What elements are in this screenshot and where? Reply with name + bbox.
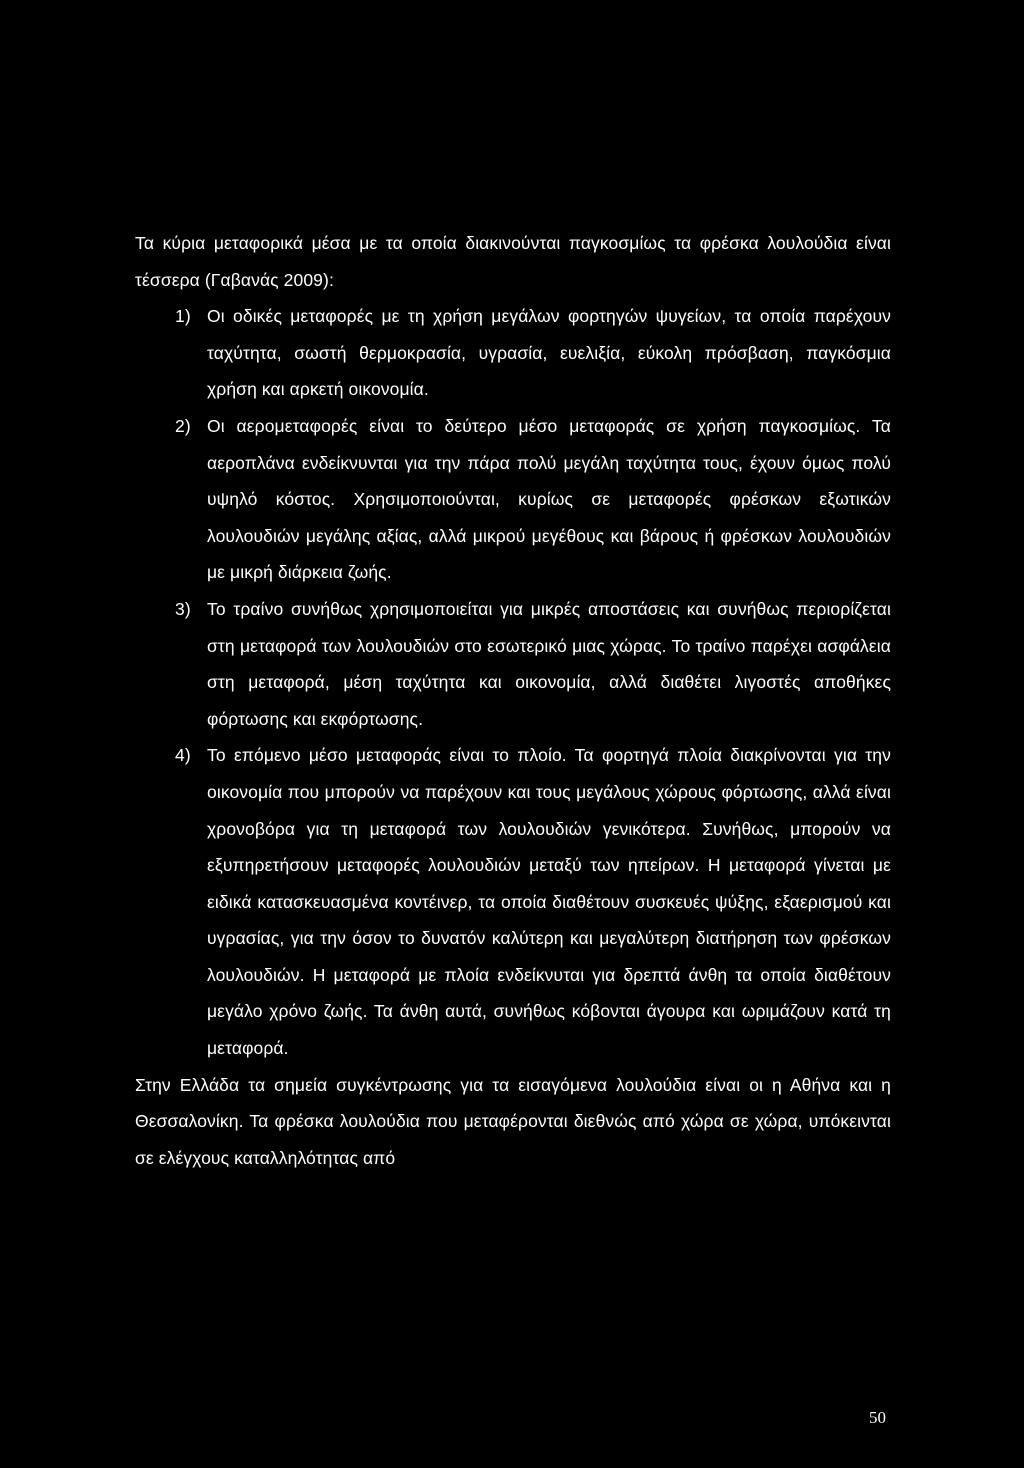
body-text [135, 225, 891, 1176]
intro-paragraph: Τα κύρια μεταφορικά μέσα με τα οποία διακινούνται παγκοσμίως τα φρέσκα λουλούδια είναι τέσσερα (Γαβανάς 2009): [135, 233, 891, 290]
list-item-text: Το επόμενο μέσο μεταφοράς είναι το πλοίο. Τα φορτηγά πλοία διακρίνονται για την οικονομία που μπορούν να παρέχουν και τους μεγάλους χώρους φόρτωσης, αλλά είναι χρονοβόρα για τη μεταφορά των λουλουδιών γενικότερα. Συνήθως, μπορούν να εξυπηρετήσουν μεταφορές λουλουδιών μεταξύ των ηπείρων. Η μεταφορά γίνεται με ειδικά κατασκευασμένα κοντέινερ, τα οποία διαθέτουν συσκευές ψύξης, εξαερισμού και υγρασίας, για την όσον το δυνατόν καλύτερη και μεγαλύτερη διατήρηση των φρέσκων λουλουδιών. Η μεταφορά με πλοία ενδείκνυται για δρεπτά άνθη τα οποία διαθέτουν μεγάλο χρόνο ζωής. Τα άνθη αυτά, συνήθως κόβονται άγουρα και ωριμάζουν κατά τη μεταφορά. [207, 745, 891, 1059]
list-item [135, 298, 891, 408]
list-item-number: 1) [175, 306, 191, 327]
list-item-number: 3) [175, 598, 191, 619]
list-item-text: Οι αερομεταφορές είναι το δεύτερο μέσο μεταφοράς σε χρήση παγκοσμίως. Τα αεροπλάνα ενδείκνυνται για την πάρα πολύ μεγάλη ταχύτητα τους, έχουν όμως πολύ υψηλό κόστος. Χρησιμοποιούνται, κυρίως σε μεταφορές φρέσκων εξωτικών λουλουδιών μεγάλης αξίας, αλλά μικρού μεγέθους και βάρους ή φρέσκων λουλουδιών με μικρή διάρκεια ζωής. [207, 415, 891, 583]
list-item [135, 591, 891, 737]
closing-paragraph: Στην Ελλάδα τα σημεία συγκέντρωσης για τα εισαγόμενα λουλούδια είναι οι η Αθήνα και η Θεσσαλονίκη. Τα φρέσκα λουλούδια που μεταφέρονται διεθνώς από χώρα σε χώρα, υπόκεινται σε ελέγχους καταλληλότητας από [135, 1074, 891, 1168]
list-item-text: Το τραίνο συνήθως χρησιμοποιείται για μικρές αποστάσεις και συνήθως περιορίζεται στη μεταφορά των λουλουδιών στο εσωτερικό μιας χώρας. Το τραίνο παρέχει ασφάλεια στη μεταφορά, μέση ταχύτητα και οικονομία, αλλά διαθέτει λιγοστές αποθήκες φόρτωσης και εκφόρτωσης. [207, 598, 891, 729]
transport-means-list [135, 298, 891, 1066]
list-item-number: 4) [175, 745, 191, 766]
list-item-number: 2) [175, 415, 191, 436]
list-item [135, 408, 891, 591]
list-item [135, 737, 891, 1066]
page-number: 50 [869, 1408, 886, 1427]
list-item-text: Οι οδικές μεταφορές με τη χρήση μεγάλων φορτηγών ψυγείων, τα οποία παρέχουν ταχύτητα, σωστή θερμοκρασία, υγρασία, ευελιξία, εύκολη πρόσβαση, παγκόσμια χρήση και αρκετή οικονομία. [207, 306, 891, 400]
